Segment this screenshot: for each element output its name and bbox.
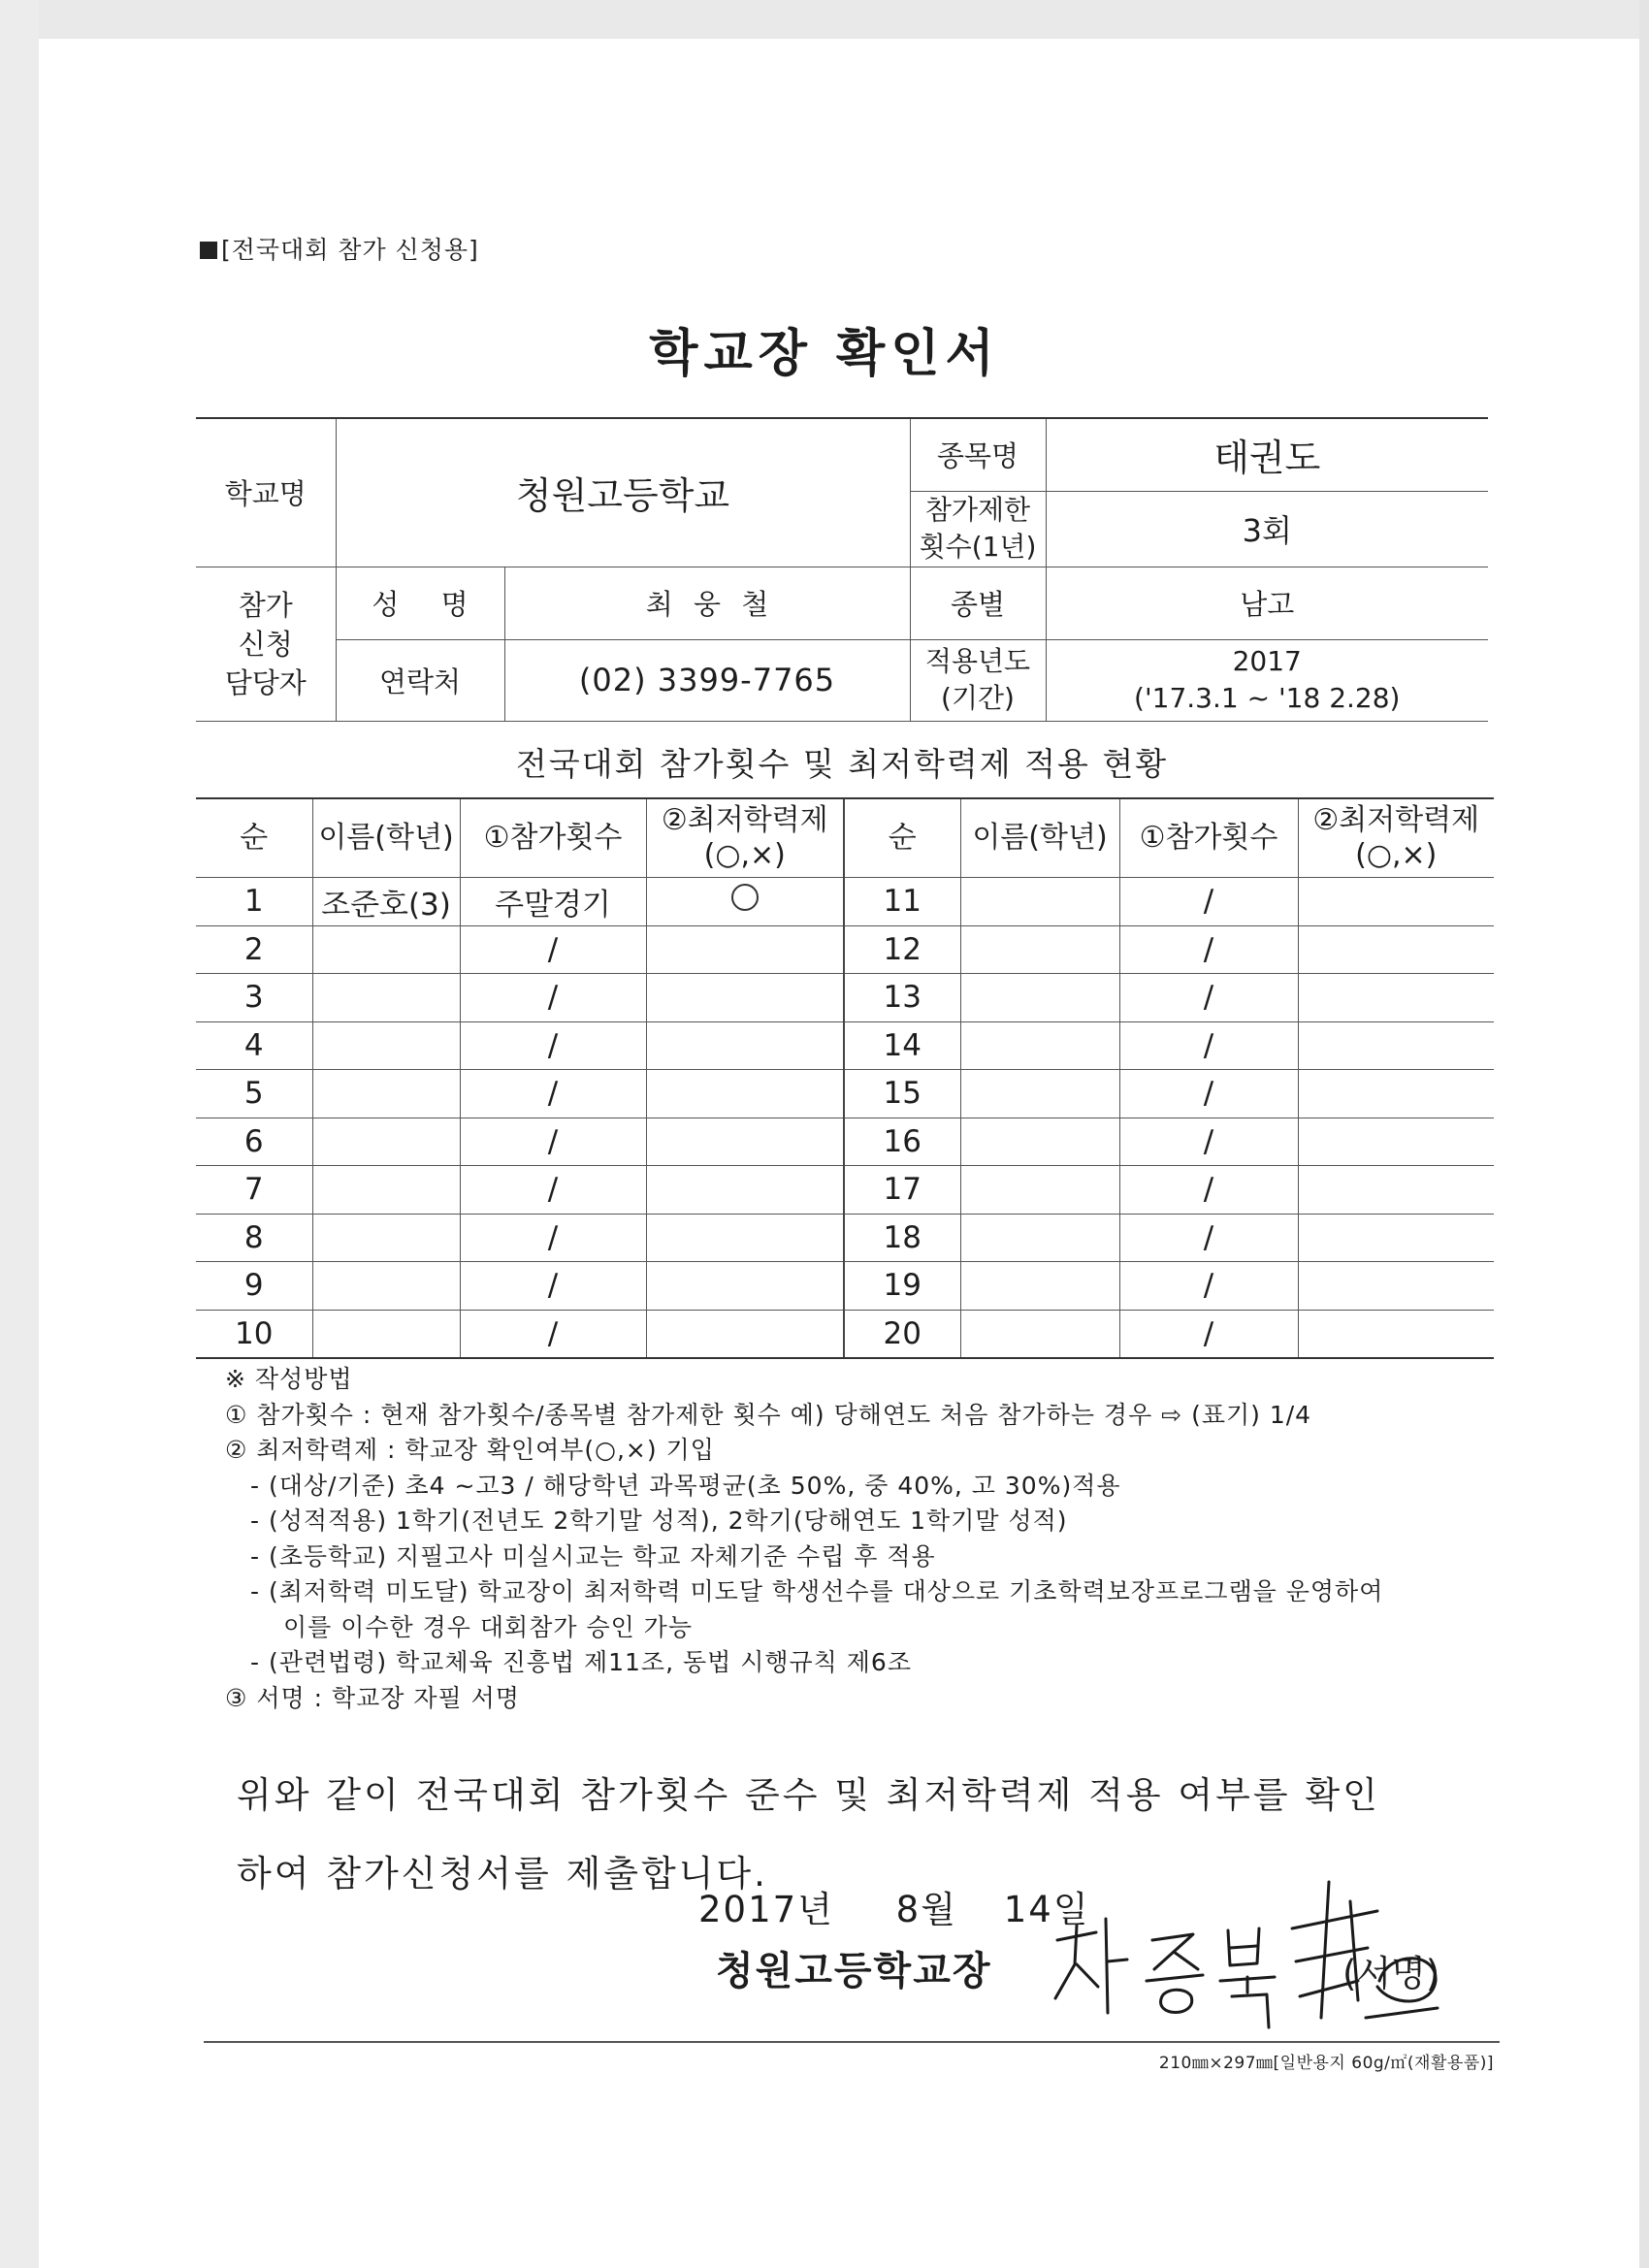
row-name xyxy=(312,1070,460,1118)
row-count: / xyxy=(1119,1310,1298,1358)
category-value: 남고 xyxy=(1046,567,1488,639)
row-no: 1 xyxy=(196,878,312,926)
row-count: / xyxy=(1119,878,1298,926)
name-value: 최 웅 철 xyxy=(504,567,910,639)
row-name xyxy=(312,974,460,1022)
row-no: 8 xyxy=(196,1214,312,1262)
applicant-label-line2: 신청 xyxy=(238,627,293,661)
table-row xyxy=(196,974,1494,1022)
row-count: / xyxy=(460,1310,646,1358)
date-day: 14일 xyxy=(1003,1889,1090,1930)
row-no: 11 xyxy=(844,878,960,926)
row-no: 9 xyxy=(196,1262,312,1311)
row-name xyxy=(312,1214,460,1262)
table-row xyxy=(196,1118,1494,1166)
row-min-level xyxy=(1298,1021,1494,1070)
row-no: 4 xyxy=(196,1021,312,1070)
instruction-item-3: ③ 서명 : 학교장 자필 서명 xyxy=(225,1683,520,1712)
table-row xyxy=(196,925,1494,974)
header-min-line2: (○,×) xyxy=(703,838,786,872)
row-name xyxy=(960,925,1119,974)
paper-spec: 210㎜×297㎜[일반용지 60g/㎡(재활용품)] xyxy=(1158,2054,1494,2073)
table-row xyxy=(196,878,1494,926)
black-square-icon xyxy=(200,242,217,259)
row-name xyxy=(960,1214,1119,1262)
row-min-level xyxy=(646,925,844,974)
row-min-level xyxy=(1298,1166,1494,1215)
instruction-sub-2: - (성적적용) 1학기(전년도 2학기말 성적), 2학기(당해연도 1학기말 성적) xyxy=(250,1507,1068,1535)
date-month: 8월 xyxy=(895,1889,957,1930)
row-name xyxy=(960,1166,1119,1215)
limit-label-line1: 참가제한 xyxy=(924,494,1031,526)
table-row xyxy=(196,1021,1494,1070)
row-no: 7 xyxy=(196,1166,312,1215)
table-row xyxy=(196,1070,1494,1118)
row-name xyxy=(312,1262,460,1311)
row-name xyxy=(312,1310,460,1358)
row-min-level xyxy=(1298,974,1494,1022)
row-min-level xyxy=(646,1118,844,1166)
row-count: / xyxy=(460,1021,646,1070)
row-min-level xyxy=(1298,1118,1494,1166)
row-count: / xyxy=(1119,974,1298,1022)
row-count: / xyxy=(1119,1214,1298,1262)
handwritten-signature xyxy=(1038,1872,1465,2037)
limit-label-line2: 횟수(1년) xyxy=(919,531,1037,563)
school-value: 청원고등학교 xyxy=(336,418,910,567)
row-count: / xyxy=(460,1214,646,1262)
row-name xyxy=(312,1118,460,1166)
instruction-sub-5: - (관련법령) 학교체육 진흥법 제11조, 동법 시행규칙 제6조 xyxy=(250,1648,912,1676)
footer-rule xyxy=(204,2041,1500,2043)
row-count: / xyxy=(1119,1118,1298,1166)
row-min-level xyxy=(646,1214,844,1262)
table-row xyxy=(196,1214,1494,1262)
circle-mark-icon xyxy=(731,884,759,911)
sport-label: 종목명 xyxy=(910,418,1046,491)
section-title: 전국대회 참가횟수 및 최저학력제 적용 현황 xyxy=(515,745,1169,783)
header-min-line1: ②최저학력제 xyxy=(661,803,828,837)
row-no: 15 xyxy=(844,1070,960,1118)
header-no: 순 xyxy=(844,798,960,878)
row-no: 16 xyxy=(844,1118,960,1166)
row-min-level xyxy=(646,1166,844,1215)
instruction-sub-3: - (초등학교) 지필고사 미실시교는 학교 자체기준 수립 후 적용 xyxy=(250,1541,936,1571)
instruction-sub-4-cont: 이를 이수한 경우 대회참가 승인 가능 xyxy=(283,1612,693,1641)
row-name xyxy=(960,974,1119,1022)
row-min-level xyxy=(1298,925,1494,974)
row-no: 17 xyxy=(844,1166,960,1215)
header-name: 이름(학년) xyxy=(312,798,460,878)
sport-value: 태권도 xyxy=(1046,418,1488,491)
header-count: ①참가횟수 xyxy=(460,798,646,878)
row-count: / xyxy=(1119,1070,1298,1118)
instructions xyxy=(225,1362,1383,1716)
year-value-cell xyxy=(1046,639,1488,721)
row-name xyxy=(960,878,1119,926)
form-type-text: [전국대회 참가 신청용] xyxy=(221,236,479,264)
row-no: 12 xyxy=(844,925,960,974)
row-count: / xyxy=(1119,1262,1298,1311)
row-name xyxy=(312,925,460,974)
row-name xyxy=(960,1310,1119,1358)
row-no: 18 xyxy=(844,1214,960,1262)
row-name xyxy=(960,1021,1119,1070)
row-name: 조준호(3) xyxy=(312,878,460,926)
row-name xyxy=(312,1021,460,1070)
year-label xyxy=(910,639,1046,721)
header-min-line2: (○,×) xyxy=(1355,838,1438,872)
row-no: 20 xyxy=(844,1310,960,1358)
row-name xyxy=(960,1070,1119,1118)
row-count: / xyxy=(1119,925,1298,974)
row-count: / xyxy=(460,1118,646,1166)
header-count: ①참가횟수 xyxy=(1119,798,1298,878)
row-count: / xyxy=(460,1070,646,1118)
row-no: 2 xyxy=(196,925,312,974)
header-min-line1: ②최저학력제 xyxy=(1312,803,1480,837)
row-name xyxy=(960,1262,1119,1311)
sign-label: (서명) xyxy=(1342,1953,1440,1994)
row-min-level xyxy=(646,1310,844,1358)
header-min-level xyxy=(1298,798,1494,878)
header-name: 이름(학년) xyxy=(960,798,1119,878)
row-no: 19 xyxy=(844,1262,960,1311)
row-count: / xyxy=(1119,1166,1298,1215)
row-no: 10 xyxy=(196,1310,312,1358)
declaration-line-2: 하여 참가신청서를 제출합니다. xyxy=(237,1853,768,1895)
row-no: 5 xyxy=(196,1070,312,1118)
row-min-level xyxy=(646,974,844,1022)
document-title: 학교장 확인서 xyxy=(649,325,1000,383)
row-count: / xyxy=(1119,1021,1298,1070)
info-table xyxy=(196,417,1488,722)
row-min-level xyxy=(646,1070,844,1118)
instruction-item-2: ② 최저학력제 : 학교장 확인여부(○,×) 기입 xyxy=(225,1436,715,1464)
row-min-level xyxy=(1298,1214,1494,1262)
name-label: 성 명 xyxy=(336,567,504,639)
scan-top-edge xyxy=(0,0,1649,39)
instruction-item-1: ① 참가횟수 : 현재 참가횟수/종목별 참가제한 횟수 예) 당해연도 처음 참가하는 경우 ⇨ (표기) 1/4 xyxy=(225,1400,1312,1429)
year-value: 2017 xyxy=(1232,645,1302,677)
applicant-label-line1: 참가 xyxy=(238,588,293,622)
limit-label xyxy=(910,491,1046,567)
school-label: 학교명 xyxy=(196,418,336,567)
row-name xyxy=(312,1166,460,1215)
contact-label: 연락처 xyxy=(336,639,504,721)
row-min-level xyxy=(1298,1310,1494,1358)
row-count: / xyxy=(460,1262,646,1311)
header-no: 순 xyxy=(196,798,312,878)
instruction-sub-4: - (최저학력 미도달) 학교장이 최저학력 미도달 학생선수를 대상으로 기초학력보장프로그램을 운영하여 xyxy=(250,1577,1384,1605)
table-row xyxy=(196,1310,1494,1358)
row-count: / xyxy=(460,974,646,1022)
row-no: 14 xyxy=(844,1021,960,1070)
principal-title: 청원고등학교장 xyxy=(716,1949,992,1993)
row-min-level xyxy=(1298,878,1494,926)
row-name xyxy=(960,1118,1119,1166)
table-row xyxy=(196,1262,1494,1311)
row-count: 주말경기 xyxy=(460,878,646,926)
row-min-level xyxy=(646,878,844,926)
row-no: 6 xyxy=(196,1118,312,1166)
applicant-label xyxy=(196,567,336,721)
row-min-level xyxy=(1298,1070,1494,1118)
form-type-label xyxy=(200,231,479,266)
date-year: 2017년 xyxy=(698,1889,834,1930)
instructions-heading: ※ 작성방법 xyxy=(225,1365,353,1393)
declaration-line-1: 위와 같이 전국대회 참가횟수 준수 및 최저학력제 적용 여부를 확인 xyxy=(237,1774,1380,1816)
year-label-line2: (기간) xyxy=(941,682,1015,714)
row-count: / xyxy=(460,925,646,974)
row-no: 13 xyxy=(844,974,960,1022)
row-count: / xyxy=(460,1166,646,1215)
period-value: ('17.3.1 ~ '18 2.28) xyxy=(1134,682,1401,714)
table-row xyxy=(196,1166,1494,1215)
applicant-label-line3: 담당자 xyxy=(224,665,307,699)
header-min-level xyxy=(646,798,844,878)
year-label-line1: 적용년도 xyxy=(924,645,1031,677)
limit-value: 3회 xyxy=(1046,491,1488,567)
category-label: 종별 xyxy=(910,567,1046,639)
row-no: 3 xyxy=(196,974,312,1022)
row-min-level xyxy=(1298,1262,1494,1311)
row-min-level xyxy=(646,1262,844,1311)
row-min-level xyxy=(646,1021,844,1070)
participation-status-table xyxy=(196,797,1494,1359)
contact-value: (02) 3399-7765 xyxy=(504,639,910,721)
instruction-sub-1: - (대상/기준) 초4 ~고3 / 해당학년 과목평균(초 50%, 중 40%, 고 30%)적용 xyxy=(250,1471,1121,1500)
